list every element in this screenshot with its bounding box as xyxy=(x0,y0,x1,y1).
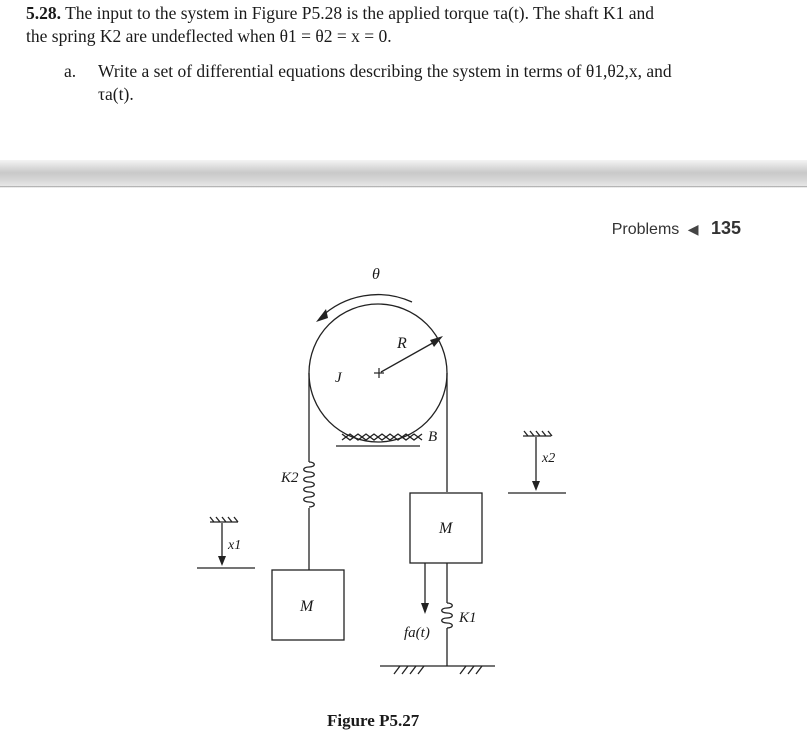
label-K1: K1 xyxy=(459,610,477,626)
problem-line-2: the spring K2 are undeflected when θ1 = θ2 = x = 0. xyxy=(26,26,392,46)
label-mass-left: M xyxy=(300,598,314,615)
x2-arrowhead xyxy=(532,481,540,491)
label-mass-right: M xyxy=(439,520,453,537)
label-x2: x2 xyxy=(542,451,556,466)
center-mark xyxy=(374,368,384,378)
x1-arrowhead xyxy=(218,556,226,566)
rotation-arrow xyxy=(320,295,412,318)
problem-number: 5.28. xyxy=(26,3,61,23)
damper-bearing-2 xyxy=(342,434,422,440)
radius-line xyxy=(381,340,438,372)
section-title: Problems xyxy=(611,221,680,238)
label-B: B xyxy=(428,429,438,445)
page-number: 135 xyxy=(710,218,741,238)
label-R: R xyxy=(397,335,407,352)
part-a-label: a. xyxy=(64,61,77,81)
force-arrowhead xyxy=(421,603,429,614)
arrow-left-icon: ◀ xyxy=(687,221,699,237)
label-theta: θ xyxy=(372,266,380,283)
problem-line-1: 5.28. The input to the system in Figure P5.28 is the applied torque τa(t). The shaft K1 and xyxy=(26,3,655,23)
label-J: J xyxy=(335,370,342,386)
label-x1: x1 xyxy=(228,538,242,553)
label-K2: K2 xyxy=(281,470,299,486)
part-a-text-line-2: τa(t). xyxy=(98,84,134,104)
spring-k2 xyxy=(304,462,315,507)
spring-k1 xyxy=(442,603,453,628)
rotation-arrowhead xyxy=(316,309,328,322)
part-a-text-line-1: Write a set of differential equations describing the system in terms of θ1,θ2,x, and xyxy=(98,61,672,81)
figure-caption: Figure P5.27 xyxy=(327,711,420,730)
label-force: fa(t) xyxy=(404,625,430,641)
